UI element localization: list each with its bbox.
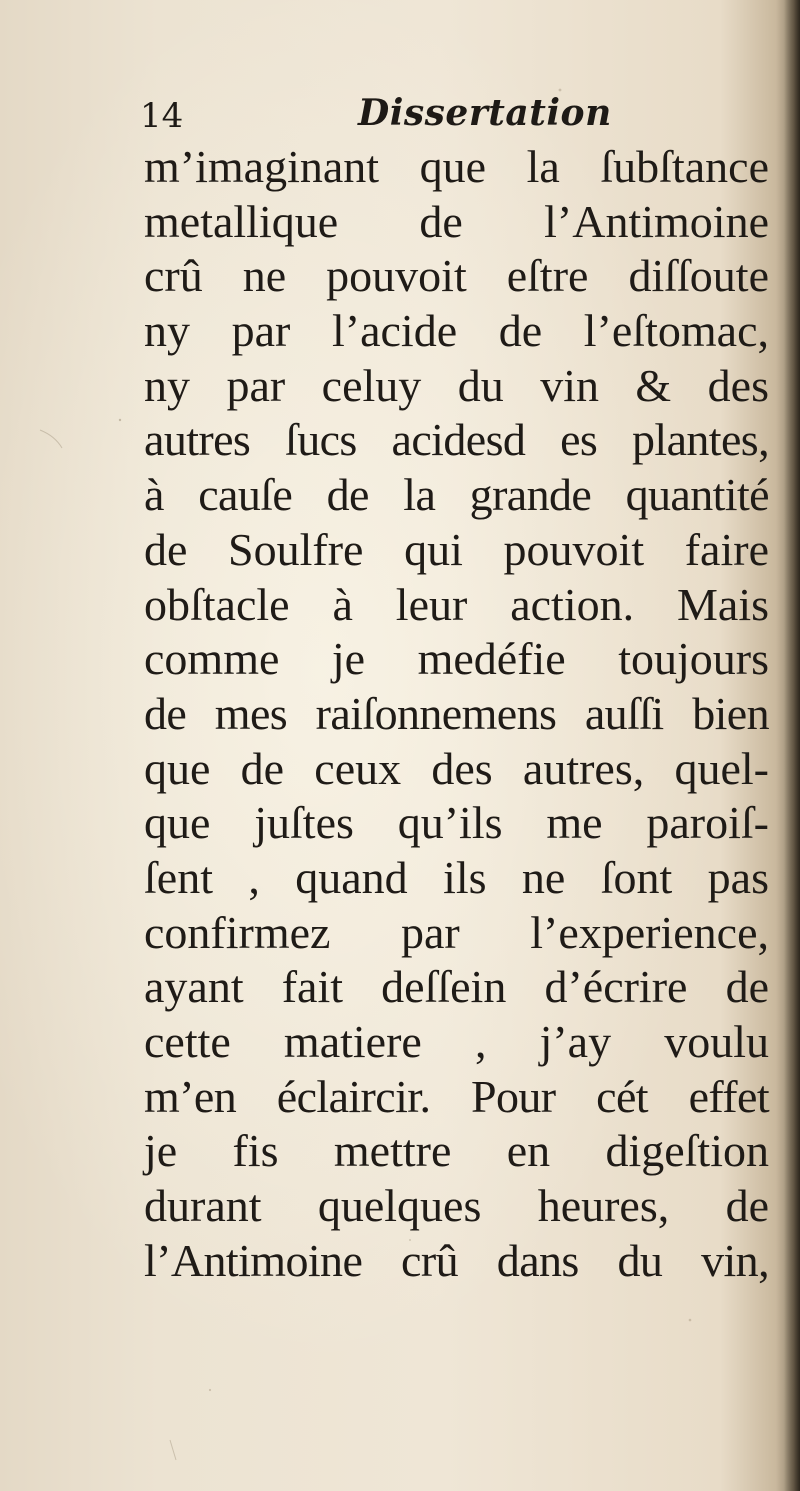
text-line: de Soulfre qui pouvoit faire <box>144 523 769 575</box>
text-line: ny par celuy du vin & des <box>144 359 769 411</box>
text-line: confirmez par l’experience, <box>144 906 769 958</box>
text-line: ayant fait deſſein d’écrire de <box>144 961 769 1013</box>
text-line: à cauſe de la grande quantité <box>144 469 769 521</box>
text-line: m’imaginant que la ſubſtance <box>144 141 769 192</box>
page-header <box>140 88 700 148</box>
page-edge-shadow <box>784 0 800 1491</box>
body-text <box>144 140 784 1288</box>
text-line: que de ceux des autres, quel- <box>144 742 769 794</box>
text-line: crû ne pouvoit eſtre diſſoute <box>144 250 769 302</box>
text-line: l’Antimoine crû dans du vin, <box>144 1234 769 1286</box>
text-line: ny par l’acide de l’eſtomac, <box>144 305 769 357</box>
text-line: durant quelques heures, de <box>144 1180 769 1232</box>
text-line: ſent , quand ils ne ſont pas <box>144 851 769 903</box>
text-line: obſtacle à leur action. Mais <box>144 578 769 630</box>
running-title: Dissertation <box>358 92 612 134</box>
text-line: que juſtes qu’ils me paroiſ- <box>144 797 769 849</box>
text-line: je fis mettre en digeſtion <box>144 1125 769 1177</box>
text-line: metallique de l’Antimoine <box>144 195 769 247</box>
text-line: comme je medéfie toujours <box>144 633 769 685</box>
text-line: autres ſucs acidesd es plantes, <box>144 414 769 466</box>
text-line: cette matiere , j’ay voulu <box>144 1016 769 1067</box>
text-line: m’en éclaircir. Pour cét effet <box>144 1070 769 1122</box>
text-line: de mes raiſonnemens auſſi bien <box>144 687 769 739</box>
page-number: 14 <box>140 96 184 136</box>
